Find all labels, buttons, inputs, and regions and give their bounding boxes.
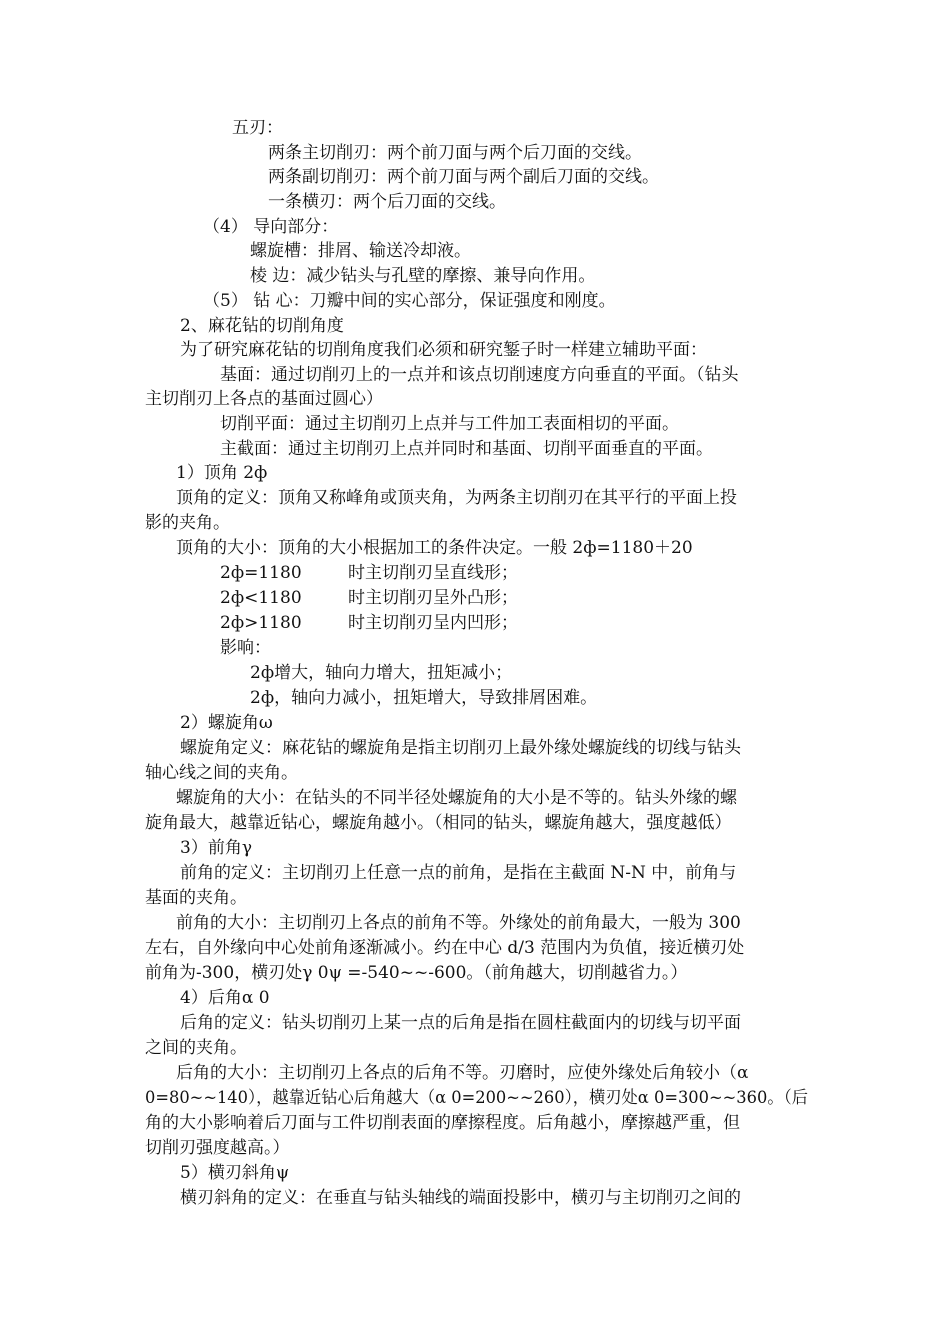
point-angle-row-cond: 2ф<1180 (220, 588, 302, 608)
helix-angle-heading: 2）螺旋角ω (180, 713, 273, 733)
main-edges-line: 两条主切削刃：两个前刀面与两个后刀面的交线。 (268, 143, 642, 163)
clearance-angle-size-4: 切削刃强度越高。） (145, 1138, 290, 1158)
point-angle-row-desc: 时主切削刃呈直线形； (348, 563, 518, 583)
influence-effect-2: 2ф，轴向力减小，扭矩增大，导致排屑困难。 (250, 688, 598, 708)
point-angle-row-desc: 时主切削刃呈内凹形； (348, 613, 518, 633)
rake-angle-def-2: 基面的夹角。 (145, 888, 247, 908)
chisel-edge-line: 一条横刃：两个后刀面的交线。 (268, 192, 506, 212)
point-angle-heading: 1）顶角 2ф (176, 463, 268, 483)
point-angle-size: 顶角的大小：顶角的大小根据加工的条件决定。一般 2ф=1180＋20 (176, 538, 693, 558)
point-angle-row-cond: 2ф>1180 (220, 613, 302, 633)
rake-angle-heading: 3）前角γ (180, 838, 252, 858)
rake-angle-size-3: 前角为-300，横刃处γ 0ψ =-540~~-600。（前角越大，切削越省力。） (145, 963, 688, 983)
clearance-angle-size-3: 角的大小影响着后刀面与工件切削表面的摩擦程度。后角越小，摩擦越严重，但 (145, 1113, 740, 1133)
chisel-angle-heading: 5）横刃斜角ψ (180, 1163, 290, 1183)
helix-angle-def-2: 轴心线之间的夹角。 (145, 763, 298, 783)
core-line: （5） 钻 心：刀瓣中间的实心部分，保证强度和刚度。 (203, 291, 616, 311)
minor-edges-line: 两条副切削刃：两个前刀面与两个副后刀面的交线。 (268, 167, 659, 187)
margin-line: 棱 边：减少钻头与孔壁的摩擦、兼导向作用。 (250, 266, 596, 286)
helix-angle-def-1: 螺旋角定义：麻花钻的螺旋角是指主切削刃上最外缘处螺旋线的切线与钻头 (180, 738, 741, 758)
five-edges-heading: 五刃： (232, 118, 283, 138)
angles-section-heading: 2、麻花钻的切削角度 (180, 316, 344, 336)
influence-label: 影响： (220, 638, 271, 658)
angles-intro: 为了研究麻花钻的切削角度我们必须和研究錾子时一样建立辅助平面： (180, 340, 707, 360)
point-angle-def-1: 顶角的定义：顶角又称峰角或顶夹角，为两条主切削刃在其平行的平面上投 (176, 488, 737, 508)
main-section-line: 主截面：通过主切削刃上点并同时和基面、切削平面垂直的平面。 (220, 439, 713, 459)
clearance-angle-size-1: 后角的大小：主切削刃上各点的后角不等。刃磨时，应使外缘处后角较小（α (176, 1063, 749, 1083)
cutting-plane-line: 切削平面：通过主切削刃上点并与工件加工表面相切的平面。 (220, 414, 679, 434)
helix-angle-size-1: 螺旋角的大小：在钻头的不同半径处螺旋角的大小是不等的。钻头外缘的螺 (176, 788, 737, 808)
clearance-angle-def-1: 后角的定义：钻头切削刃上某一点的后角是指在圆柱截面内的切线与切平面 (180, 1013, 741, 1033)
base-plane-line-2: 主切削刃上各点的基面过圆心） (145, 389, 383, 409)
point-angle-def-2: 影的夹角。 (145, 513, 230, 533)
chisel-angle-def-1: 横刃斜角的定义：在垂直与钻头轴线的端面投影中，横刃与主切削刃之间的 (180, 1188, 741, 1208)
point-angle-row-cond: 2ф=1180 (220, 563, 302, 583)
rake-angle-size-1: 前角的大小：主切削刃上各点的前角不等。外缘处的前角最大，一般为 300 (176, 913, 741, 933)
helix-angle-size-2: 旋角最大，越靠近钻心，螺旋角越小。（相同的钻头，螺旋角越大，强度越低） (145, 813, 732, 833)
flute-line: 螺旋槽：排屑、输送冷却液。 (250, 241, 471, 261)
base-plane-line-1: 基面：通过切削刃上的一点并和该点切削速度方向垂直的平面。（钻头 (220, 365, 739, 385)
rake-angle-def-1: 前角的定义：主切削刃上任意一点的前角，是指在主截面 N-N 中，前角与 (180, 863, 737, 883)
clearance-angle-heading: 4）后角α 0 (180, 988, 270, 1008)
clearance-angle-size-2: 0=80~~140），越靠近钻心后角越大（α 0=200~~260），横刃处α 0=300~~360。（后 (145, 1088, 809, 1108)
rake-angle-size-2: 左右，自外缘向中心处前角逐渐减小。约在中心 d/3 范围内为负值，接近横刃处 (145, 938, 745, 958)
point-angle-row-desc: 时主切削刃呈外凸形； (348, 588, 518, 608)
guide-part-heading: （4） 导向部分： (203, 217, 339, 237)
clearance-angle-def-2: 之间的夹角。 (145, 1038, 247, 1058)
influence-effect-1: 2ф增大，轴向力增大，扭矩减小； (250, 663, 513, 683)
